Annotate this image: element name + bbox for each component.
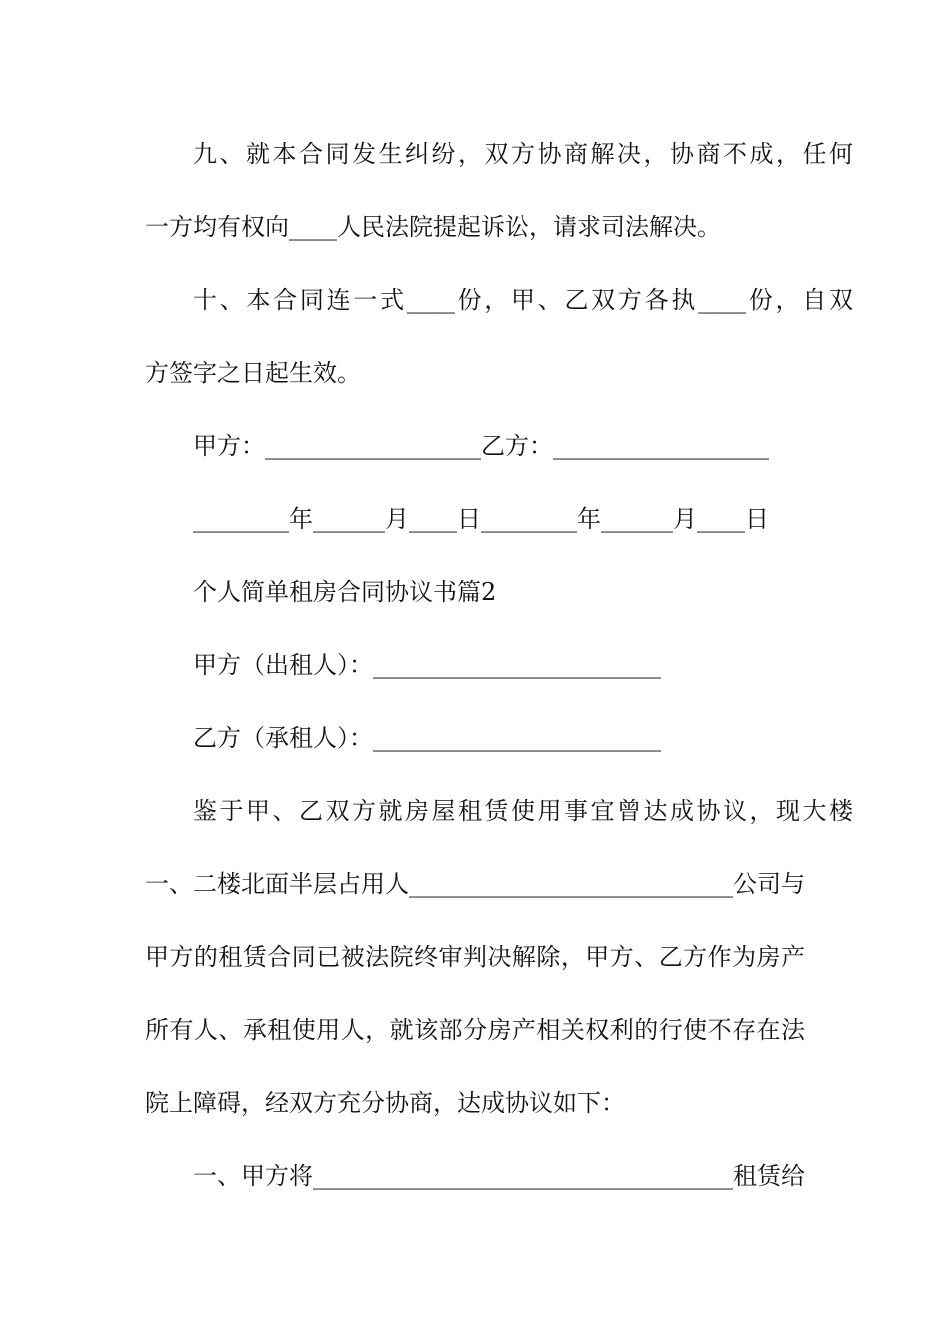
clause-9-line-2: 一方均有权向____人民法院提起诉讼，请求司法解决。 [145,213,721,241]
clause-10-line-1: 十、本合同连一式____份，甲、乙双方各执____份，自双 [193,286,853,314]
party-b-line: 乙方（承租人）：________________________ [193,724,661,752]
party-a-line: 甲方（出租人）：________________________ [193,651,661,679]
preamble-line-2: 一、二楼北面半层占用人___________________________公司与 [145,870,805,898]
signature-dates-line: ________年______月____日________年______月____日 [193,505,769,533]
preamble-line-3: 甲方的租赁合同已被法院终审判决解除，甲方、乙方作为房产 [145,943,805,971]
clause-10-line-2: 方签字之日起生效。 [145,359,361,387]
signature-parties-line: 甲方：__________________乙方：__________________ [193,432,769,460]
section-title: 个人简单租房合同协议书篇2 [193,578,497,606]
preamble-line-5: 院上障碍，经双方充分协商，达成协议如下： [145,1089,625,1117]
preamble-line-1: 鉴于甲、乙双方就房屋租赁使用事宜曾达成协议，现大楼 [193,797,853,825]
clause-9-line-1: 九、就本合同发生纠纷，双方协商解决，协商不成，任何 [193,140,853,168]
clause-1-line-1: 一、甲方将___________________________________租赁给 [193,1162,805,1190]
preamble-line-4: 所有人、承租使用人，就该部分房产相关权利的行使不存在法 [145,1016,805,1044]
